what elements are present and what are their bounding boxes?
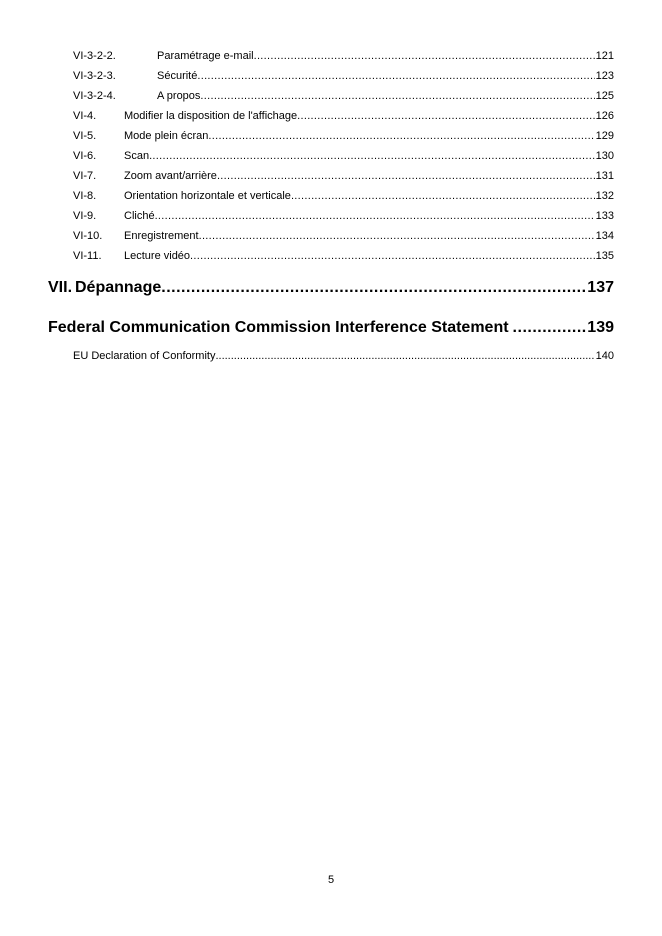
toc-chapter-number: VII. bbox=[48, 279, 73, 296]
page-number: 5 bbox=[327, 874, 335, 886]
toc-entry-number: VI-3-2-3. bbox=[73, 70, 116, 82]
toc-leader-dots bbox=[254, 49, 595, 64]
toc-chapter-title: Dépannage bbox=[75, 279, 162, 296]
toc-entry-number: VI-3-2-2. bbox=[73, 50, 116, 62]
toc-entry-title: Scan bbox=[124, 150, 150, 162]
toc-entry-page: 130 bbox=[595, 150, 614, 162]
toc-entry-page: 131 bbox=[595, 170, 614, 182]
toc-leader-dots bbox=[200, 89, 594, 104]
toc-entry[interactable] bbox=[73, 229, 614, 244]
toc-entry[interactable] bbox=[73, 189, 614, 204]
toc-leader-dots bbox=[215, 349, 594, 364]
toc-chapter-entry[interactable] bbox=[48, 277, 614, 299]
toc-entry-number: VI-8. bbox=[73, 190, 97, 202]
toc-entry-title: Lecture vidéo bbox=[124, 250, 191, 262]
toc-leader-dots bbox=[197, 69, 594, 84]
toc-entry-page: 133 bbox=[595, 210, 614, 222]
toc-entry[interactable] bbox=[73, 109, 614, 124]
toc-chapter-page: 137 bbox=[587, 279, 614, 296]
toc-entry-title: Modifier la disposition de l'affichage bbox=[124, 110, 298, 122]
toc-entry-number: VI-7. bbox=[73, 170, 97, 182]
toc-leader-dots bbox=[161, 277, 586, 299]
toc-entry[interactable] bbox=[73, 69, 614, 84]
toc-entry-number: VI-6. bbox=[73, 150, 97, 162]
toc-entry-title: Cliché bbox=[124, 210, 155, 222]
toc-entry-title: Mode plein écran bbox=[124, 130, 209, 142]
toc-leader-dots bbox=[217, 169, 595, 184]
toc-entry[interactable] bbox=[73, 149, 614, 164]
toc-entry-number: VI-9. bbox=[73, 210, 97, 222]
toc-entry-page: 126 bbox=[595, 110, 614, 122]
toc-entry[interactable] bbox=[73, 169, 614, 184]
toc-entry-title: Orientation horizontale et verticale bbox=[124, 190, 291, 202]
toc-leader-dots bbox=[509, 317, 587, 339]
toc-entry-page: 132 bbox=[595, 190, 614, 202]
toc-entry[interactable] bbox=[73, 129, 614, 144]
toc-entry-page: 129 bbox=[595, 130, 614, 142]
toc-fcc-entry[interactable] bbox=[48, 317, 614, 339]
toc-eu-entry[interactable] bbox=[73, 349, 614, 364]
toc-entry-title: Paramétrage e-mail bbox=[157, 50, 254, 62]
toc-entry[interactable] bbox=[73, 249, 614, 264]
toc-entry-page: 121 bbox=[595, 50, 614, 62]
toc-leader-dots bbox=[155, 209, 595, 224]
toc-fcc-title: Federal Communication Commission Interference Statement bbox=[48, 319, 509, 336]
toc-leader-dots bbox=[149, 149, 595, 164]
toc-entry-number: VI-3-2-4. bbox=[73, 90, 116, 102]
toc-fcc-page: 139 bbox=[587, 319, 614, 336]
toc-leader-dots bbox=[190, 249, 595, 264]
toc-entry-number: VI-11. bbox=[73, 250, 102, 262]
toc-entry-page: 123 bbox=[595, 70, 614, 82]
toc-leader-dots bbox=[208, 129, 594, 144]
toc-entry-page: 135 bbox=[595, 250, 614, 262]
toc-entry-page: 134 bbox=[595, 230, 614, 242]
toc-entry-title: Zoom avant/arrière bbox=[124, 170, 217, 182]
toc-entry-title: A propos bbox=[157, 90, 201, 102]
toc-leader-dots bbox=[199, 229, 595, 244]
toc-entry-page: 125 bbox=[595, 90, 614, 102]
toc-entry-title: Sécurité bbox=[157, 70, 198, 82]
toc-entry[interactable] bbox=[73, 89, 614, 104]
toc-entry[interactable] bbox=[73, 209, 614, 224]
toc-leader-dots bbox=[291, 189, 595, 204]
toc-entry-title: Enregistrement bbox=[124, 230, 199, 242]
toc-leader-dots bbox=[297, 109, 595, 124]
toc-eu-title: EU Declaration of Conformity bbox=[73, 350, 216, 362]
toc-entry-number: VI-4. bbox=[73, 110, 97, 122]
toc-entry-number: VI-10. bbox=[73, 230, 103, 242]
toc-eu-page: 140 bbox=[595, 350, 614, 362]
toc-entry[interactable] bbox=[73, 49, 614, 64]
toc-entry-number: VI-5. bbox=[73, 130, 97, 142]
